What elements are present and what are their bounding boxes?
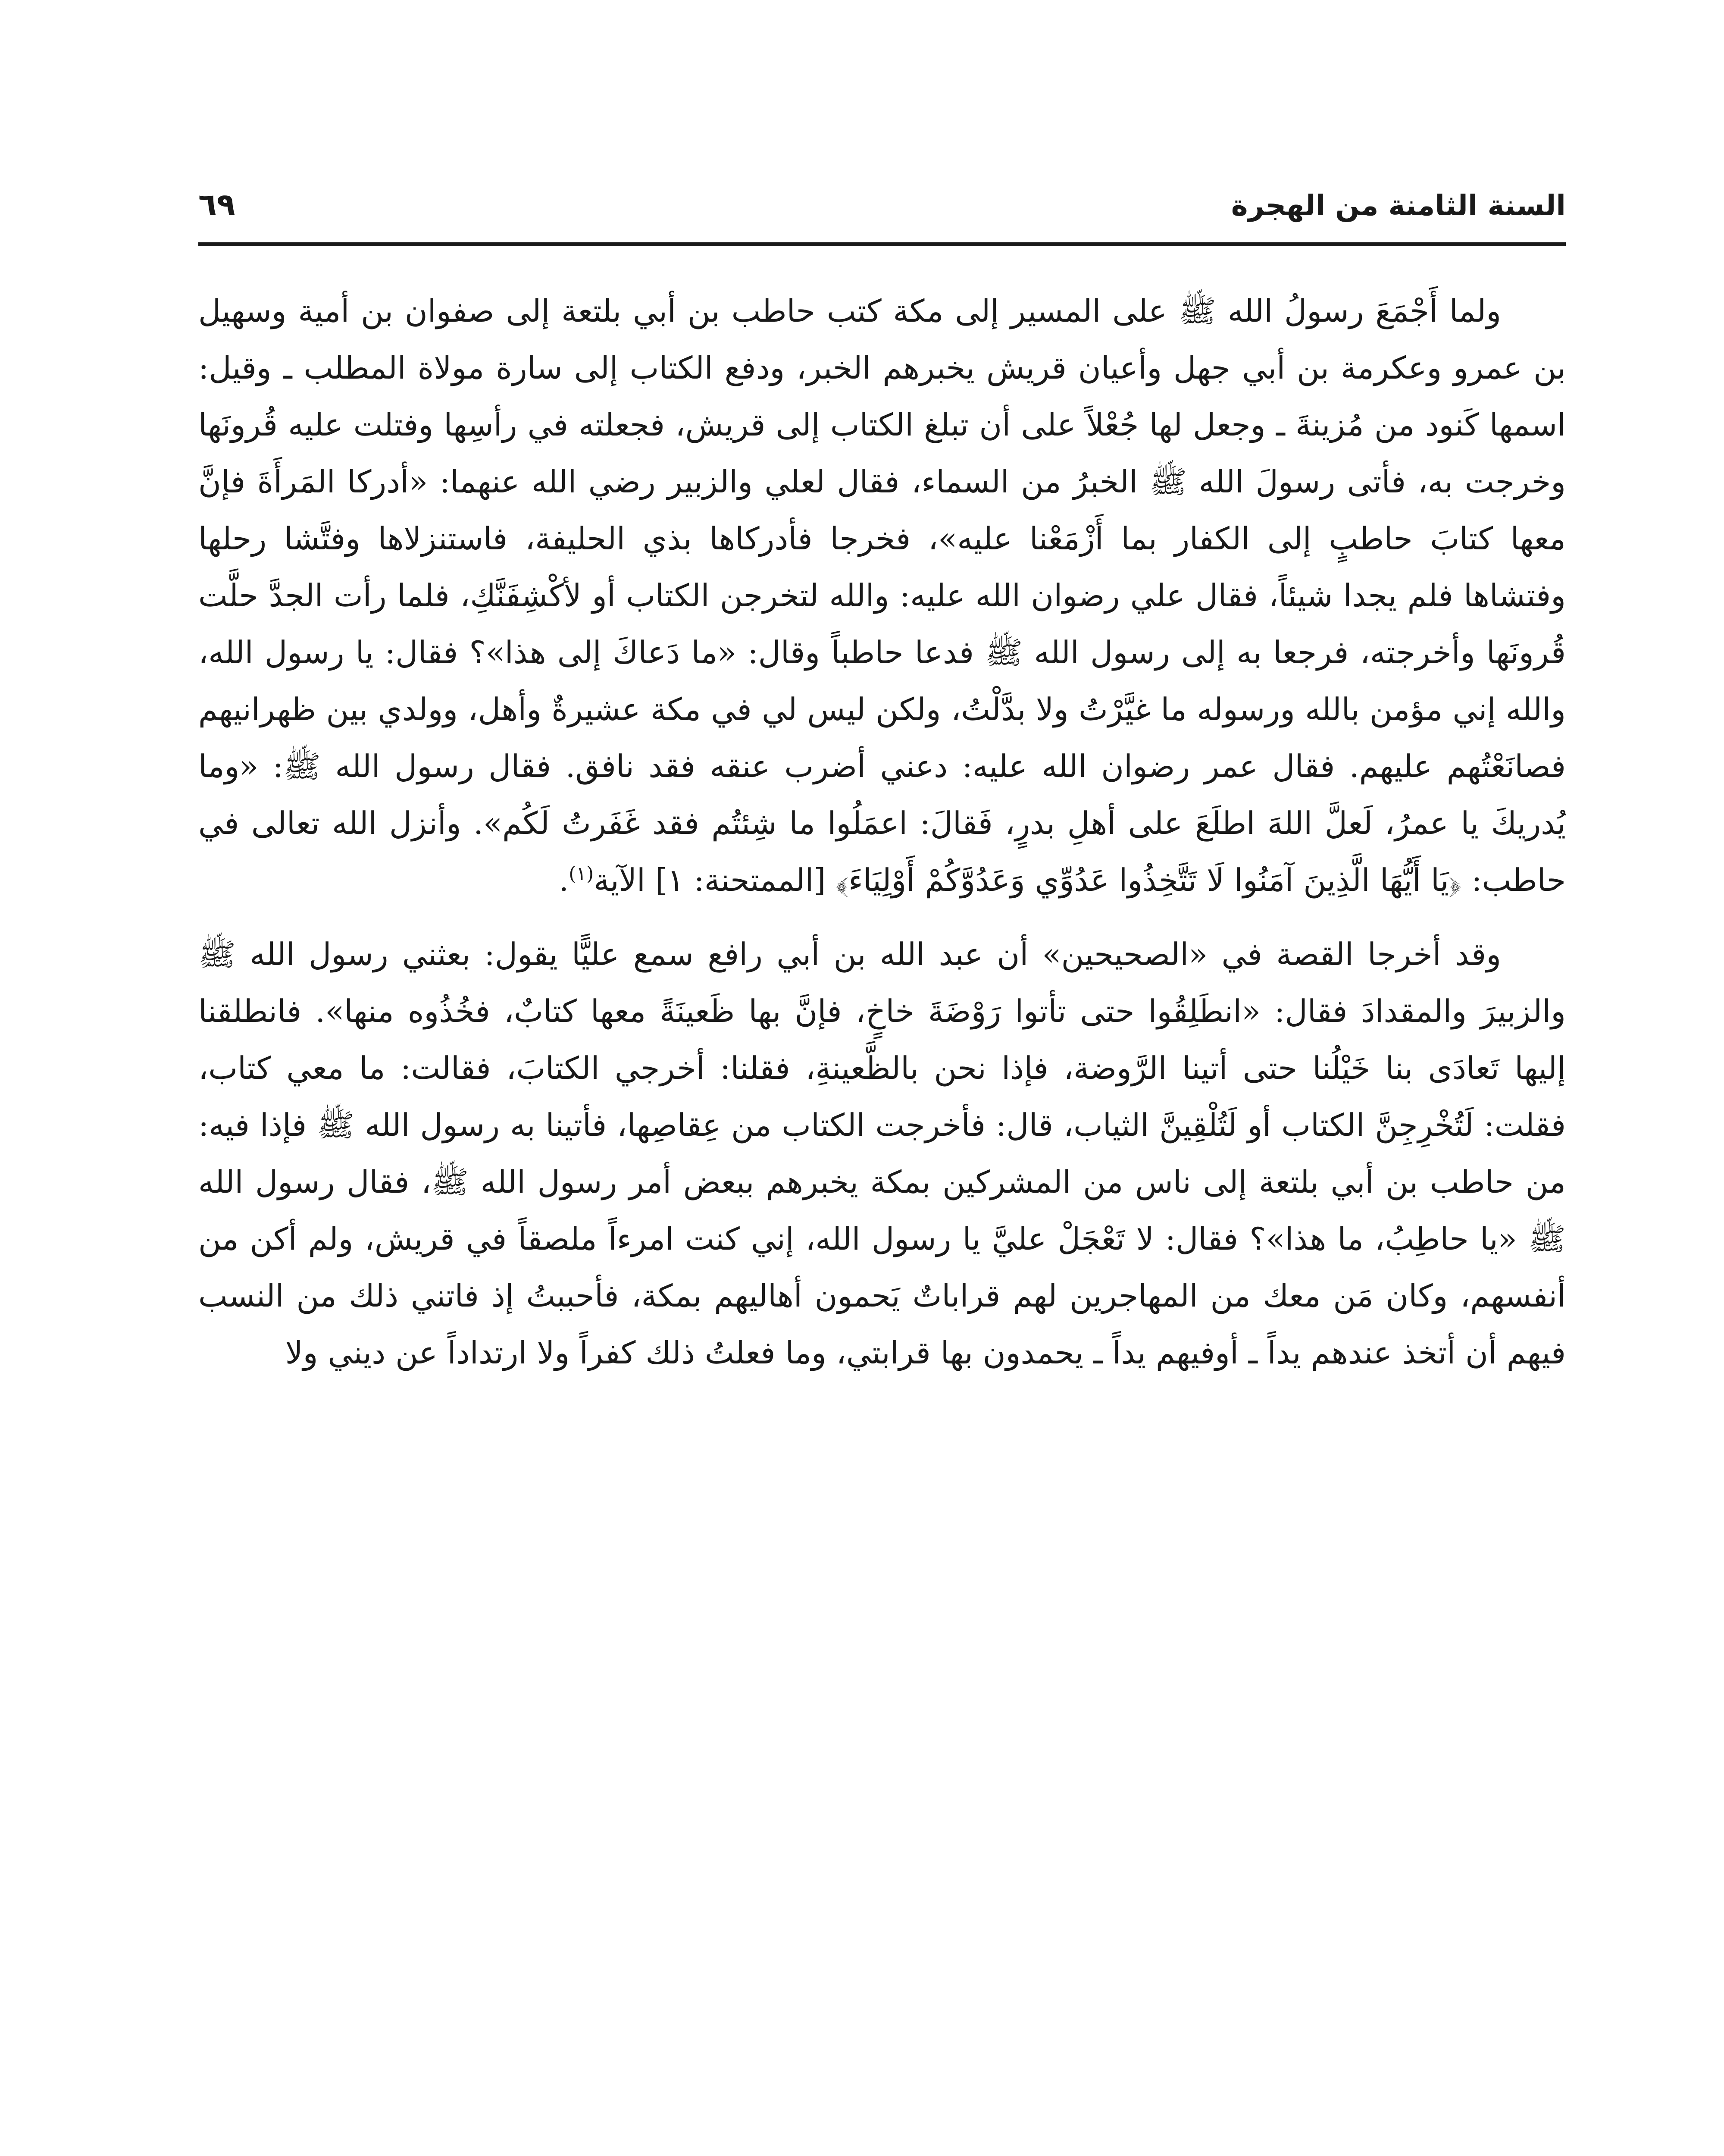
page-number: ٦٩ [198, 187, 235, 222]
main-text [198, 282, 1566, 1381]
header-divider [198, 242, 1566, 246]
paragraph: وقد أخرجا القصة في «الصحيحين» أن عبد الله بن أبي رافع سمع عليًّا يقول: بعثني رسول الله ﷺ والزبيرَ والمقدادَ فقال: «انطَلِقُوا حتى تأتوا رَوْضَةَ خاخٍ، فإنَّ بها ظَعينَةً معها كتابٌ، فخُذُوه منها». فانطلقنا إليها تَعادَى بنا خَيْلُنا حتى أتينا الرَّوضة، فإذا نحن بالظَّعينةِ، فقلنا: أخرجي الكتابَ، فقالت: ما معي كتاب، فقلت: لَتُخْرِجِنَّ الكتاب أو لَتُلْقِينَّ الثياب، قال: فأخرجت الكتاب من عِقاصِها، فأتينا به رسول الله ﷺ فإذا فيه: من حاطب بن أبي بلتعة إلى ناس من المشركين بمكة يخبرهم ببعض أمر رسول الله ﷺ، فقال رسول الله ﷺ «يا حاطِبُ، ما هذا»؟ فقال: لا تَعْجَلْ عليَّ يا رسول الله، إني كنت امرءاً ملصقاً في قريش، ولم أكن من أنفسهم، وكان مَن معك من المهاجرين لهم قراباتٌ يَحمون أهاليهم بمكة، فأحببتُ إذ فاتني ذلك من النسب فيهم أن أتخذ عندهم يداً ـ أوفيهم يداً ـ يحمدون بها قرابتي، وما فعلتُ ذلك كفراً ولا ارتداداً عن ديني ولا [198, 936, 1566, 1371]
chapter-title: السنة الثامنة من الهجرة [1231, 189, 1566, 222]
footnote-marker: (١) [569, 863, 594, 885]
paragraph-text: ولما أَجْمَعَ رسولُ الله ﷺ على المسير إلى مكة كتب حاطب بن أبي بلتعة إلى صفوان بن أمية وسهيل بن عمرو وعكرمة بن أبي جهل وأعيان قريش يخبرهم الخبر، ودفع الكتاب إلى سارة مولاة المطلب ـ وقيل: اسمها كَنود من مُزينةَ ـ وجعل لها جُعْلاً على أن تبلغ الكتاب إلى قريش، فجعلته في رأسِها وفتلت عليه قُرونَها وخرجت به، فأتى رسولَ الله ﷺ الخبرُ من السماء، فقال لعلي والزبير رضي الله عنهما: «أدركا المَرأَةَ فإنَّ معها كتابَ حاطبٍ إلى الكفار بما أَزْمَعْنا عليه»، فخرجا فأدركاها بذي الحليفة، فاستنزلاها وفتَّشا رحلها وفتشاها فلم يجدا شيئاً، فقال علي رضوان الله عليه: والله لتخرجن الكتاب أو لأكْشِفَنَّكِ، فلما رأت الجدَّ حلَّت قُرونَها وأخرجته، فرجعا به إلى رسول الله ﷺ فدعا حاطباً وقال: «ما دَعاكَ إلى هذا»؟ فقال: يا رسول الله، والله إني مؤمن بالله ورسوله ما غيَّرْتُ ولا بدَّلْتُ، ولكن ليس لي في مكة عشيرةٌ وأهل، وولدي بين ظهرانيهم فصانَعْتُهم عليهم. فقال عمر رضوان الله عليه: دعني أضرب عنقه فقد نافق. فقال رسول الله ﷺ: «وما يُدريكَ يا عمرُ، لَعلَّ اللهَ اطلَعَ على أهلِ بدرٍ، فَقالَ: اعمَلُوا ما شِئتُم فقد غَفَرتُ لَكُم». وأنزل الله تعالى في حاطب: ﴿يَا أَيُّهَا الَّذِينَ آمَنُوا لَا تَتَّخِذُوا عَدُوِّي وَعَدُوَّكُمْ أَوْلِيَاءَ﴾ [الممتحنة: ١] الآية [198, 293, 1566, 898]
paragraph: ولما أَجْمَعَ رسولُ الله ﷺ على المسير إلى مكة كتب حاطب بن أبي بلتعة إلى صفوان بن أمية وسهيل بن عمرو وعكرمة بن أبي جهل وأعيان قريش يخبرهم الخبر، ودفع الكتاب إلى سارة مولاة المطلب ـ وقيل: اسمها كَنود من مُزينةَ ـ وجعل لها جُعْلاً على أن تبلغ الكتاب إلى قريش، فجعلته في رأسِها وفتلت عليه قُرونَها وخرجت به، فأتى رسولَ الله ﷺ الخبرُ من السماء، فقال لعلي والزبير رضي الله عنهما: «أدركا المَرأَةَ فإنَّ معها كتابَ حاطبٍ إلى الكفار بما أَزْمَعْنا عليه»، فخرجا فأدركاها بذي الحليفة، فاستنزلاها وفتَّشا رحلها وفتشاها فلم يجدا شيئاً، فقال علي رضوان الله عليه: والله لتخرجن الكتاب أو لأكْشِفَنَّكِ، فلما رأت الجدَّ حلَّت قُرونَها وأخرجته، فرجعا به إلى رسول الله ﷺ فدعا حاطباً وقال: «ما دَعاكَ إلى هذا»؟ فقال: يا رسول الله، والله إني مؤمن بالله ورسوله ما غيَّرْتُ ولا بدَّلْتُ، ولكن ليس لي في مكة عشيرةٌ وأهل، وولدي بين ظهرانيهم فصانَعْتُهم عليهم. فقال عمر رضوان الله عليه: دعني أضرب عنقه فقد نافق. فقال رسول الله ﷺ: «وما يُدريكَ يا عمرُ، لَعلَّ اللهَ اطلَعَ على أهلِ بدرٍ، فَقالَ: اعمَلُوا ما شِئتُم فقد غَفَرتُ لَكُم». وأنزل الله تعالى في حاطب: ﴿يَا أَيُّهَا الَّذِينَ آمَنُوا لَا تَتَّخِذُوا عَدُوِّي وَعَدُوَّكُمْ أَوْلِيَاءَ﴾ [الممتحنة: ١] الآية$^{(١)}$. [198, 293, 1566, 898]
running-header [198, 170, 1566, 222]
